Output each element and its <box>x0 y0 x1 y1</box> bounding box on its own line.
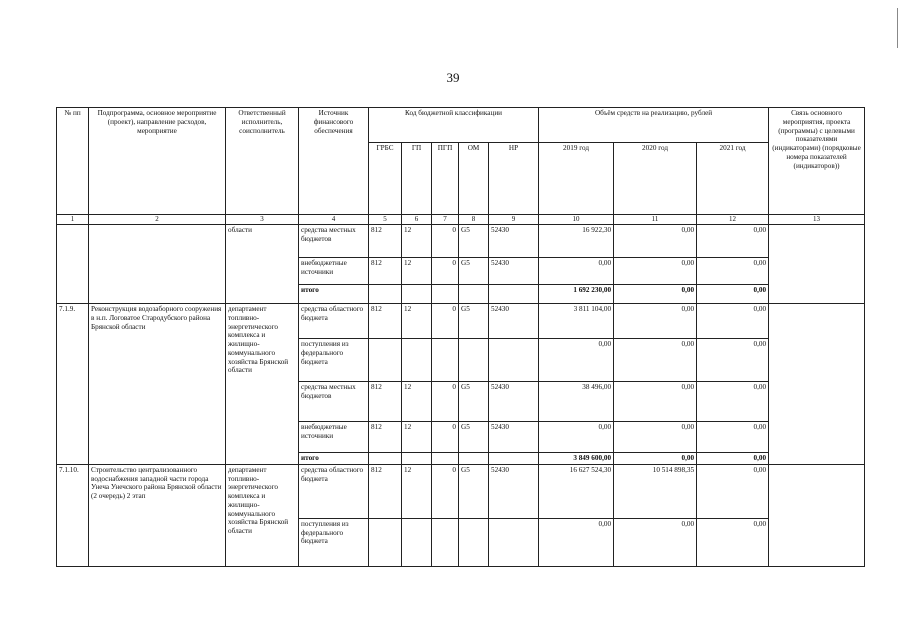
amount-2021-cell: 0,00 <box>697 422 769 453</box>
header-pgp: ПГП <box>432 143 459 215</box>
header-no: № пп <box>57 108 89 215</box>
index-cell: 13 <box>769 215 865 225</box>
nr-cell: 52430 <box>489 258 539 285</box>
gp-cell: 12 <box>402 258 432 285</box>
gp-cell <box>402 339 432 382</box>
grbs-cell <box>369 518 402 566</box>
source-cell: поступления из федерального бюджета <box>299 518 369 566</box>
responsible-cell: департамент топливно-энергетического комплекса и жилищно-коммунального хозяйства Брянской области <box>226 464 299 566</box>
pgp-cell: 0 <box>432 225 459 258</box>
grbs-cell <box>369 285 402 304</box>
grbs-cell: 812 <box>369 225 402 258</box>
amount-2020-cell: 0,00 <box>614 453 697 465</box>
index-cell: 10 <box>539 215 614 225</box>
amount-2019-cell: 3 849 600,00 <box>539 453 614 465</box>
om-cell: G5 <box>459 382 489 422</box>
gp-cell: 12 <box>402 422 432 453</box>
om-cell: G5 <box>459 225 489 258</box>
link-cell <box>769 304 865 465</box>
om-cell: G5 <box>459 422 489 453</box>
pgp-cell <box>432 453 459 465</box>
amount-2019-cell: 0,00 <box>539 518 614 566</box>
pgp-cell <box>432 285 459 304</box>
nr-cell: 52430 <box>489 382 539 422</box>
amount-2019-cell: 3 811 104,00 <box>539 304 614 339</box>
nr-cell <box>489 453 539 465</box>
gp-cell <box>402 285 432 304</box>
amount-2020-cell: 0,00 <box>614 258 697 285</box>
amount-2019-cell: 38 496,00 <box>539 382 614 422</box>
index-cell: 2 <box>89 215 226 225</box>
nr-cell: 52430 <box>489 422 539 453</box>
source-cell: внебюджетные источники <box>299 258 369 285</box>
amount-2020-cell: 0,00 <box>614 339 697 382</box>
cont-program-cell <box>89 225 226 304</box>
amount-2019-cell: 16 627 524,30 <box>539 464 614 518</box>
index-cell: 8 <box>459 215 489 225</box>
header-nr: НР <box>489 143 539 215</box>
header-amount: Объём средств на реализацию, рублей <box>539 108 769 143</box>
source-cell: средства областного бюджета <box>299 304 369 339</box>
amount-2019-cell: 1 692 230,00 <box>539 285 614 304</box>
index-cell: 5 <box>369 215 402 225</box>
funding-table <box>56 107 865 567</box>
link-cell <box>769 225 865 304</box>
om-cell: G5 <box>459 464 489 518</box>
om-cell <box>459 339 489 382</box>
gp-cell <box>402 518 432 566</box>
amount-2021-cell: 0,00 <box>697 339 769 382</box>
item-no-cell: 7.1.10. <box>57 464 89 566</box>
link-cell <box>769 464 865 566</box>
amount-2019-cell: 0,00 <box>539 422 614 453</box>
page-number: 39 <box>446 70 460 85</box>
amount-2021-cell: 0,00 <box>697 304 769 339</box>
index-cell: 4 <box>299 215 369 225</box>
om-cell <box>459 518 489 566</box>
header-budget-code: Код бюджетной классификации <box>369 108 539 143</box>
gp-cell <box>402 453 432 465</box>
header-year-2020: 2020 год <box>614 143 697 215</box>
table-row <box>57 225 865 258</box>
pgp-cell: 0 <box>432 422 459 453</box>
gp-cell: 12 <box>402 382 432 422</box>
source-cell: средства местных бюджетов <box>299 225 369 258</box>
index-cell: 3 <box>226 215 299 225</box>
page-edge-mark <box>897 8 898 48</box>
source-cell: средства областного бюджета <box>299 464 369 518</box>
grbs-cell: 812 <box>369 304 402 339</box>
program-cell: Реконструкция водозаборного сооружения в н.п. Логоватое Стародубского района Брянской области <box>89 304 226 465</box>
source-cell: внебюджетные источники <box>299 422 369 453</box>
amount-2020-cell: 0,00 <box>614 285 697 304</box>
source-cell: итого <box>299 285 369 304</box>
amount-2020-cell: 10 514 898,35 <box>614 464 697 518</box>
nr-cell: 52430 <box>489 304 539 339</box>
amount-2021-cell: 0,00 <box>697 225 769 258</box>
index-cell: 1 <box>57 215 89 225</box>
cont-no-cell <box>57 225 89 304</box>
index-cell: 11 <box>614 215 697 225</box>
header-source: Источник финансового обеспечения <box>299 108 369 215</box>
responsible-cell: департамент топливно-энергетического комплекса и жилищно-коммунального хозяйства Брянской области <box>226 304 299 465</box>
amount-2021-cell: 0,00 <box>697 453 769 465</box>
header-year-2019: 2019 год <box>539 143 614 215</box>
gp-cell: 12 <box>402 225 432 258</box>
amount-2020-cell: 0,00 <box>614 422 697 453</box>
amount-2021-cell: 0,00 <box>697 464 769 518</box>
pgp-cell <box>432 339 459 382</box>
amount-2021-cell: 0,00 <box>697 285 769 304</box>
source-cell: поступления из федерального бюджета <box>299 339 369 382</box>
om-cell <box>459 453 489 465</box>
gp-cell: 12 <box>402 464 432 518</box>
header-year-2021: 2021 год <box>697 143 769 215</box>
amount-2019-cell: 0,00 <box>539 339 614 382</box>
index-cell: 7 <box>432 215 459 225</box>
item-no-cell: 7.1.9. <box>57 304 89 465</box>
source-cell: средства местных бюджетов <box>299 382 369 422</box>
source-cell: итого <box>299 453 369 465</box>
nr-cell <box>489 339 539 382</box>
index-cell: 12 <box>697 215 769 225</box>
amount-2021-cell: 0,00 <box>697 518 769 566</box>
header-program: Подпрограмма, основное мероприятие (проект), направление расходов, мероприятие <box>89 108 226 215</box>
table-row <box>57 464 865 518</box>
header-om: ОМ <box>459 143 489 215</box>
amount-2020-cell: 0,00 <box>614 304 697 339</box>
grbs-cell: 812 <box>369 464 402 518</box>
index-cell: 6 <box>402 215 432 225</box>
index-cell: 9 <box>489 215 539 225</box>
table-row <box>57 304 865 339</box>
header-link: Связь основного мероприятия, проекта (программы) с целевыми показателями (индикаторами) (порядковые номера показателей (индикаторов)) <box>769 108 865 215</box>
nr-cell <box>489 518 539 566</box>
amount-2019-cell: 0,00 <box>539 258 614 285</box>
amount-2020-cell: 0,00 <box>614 518 697 566</box>
amount-2021-cell: 0,00 <box>697 258 769 285</box>
om-cell: G5 <box>459 304 489 339</box>
amount-2020-cell: 0,00 <box>614 225 697 258</box>
grbs-cell: 812 <box>369 422 402 453</box>
amount-2020-cell: 0,00 <box>614 382 697 422</box>
pgp-cell: 0 <box>432 258 459 285</box>
grbs-cell: 812 <box>369 258 402 285</box>
nr-cell: 52430 <box>489 464 539 518</box>
gp-cell: 12 <box>402 304 432 339</box>
amount-2021-cell: 0,00 <box>697 382 769 422</box>
header-gp: ГП <box>402 143 432 215</box>
amount-2019-cell: 16 922,30 <box>539 225 614 258</box>
header-grbs: ГРБС <box>369 143 402 215</box>
pgp-cell: 0 <box>432 382 459 422</box>
grbs-cell: 812 <box>369 382 402 422</box>
om-cell <box>459 285 489 304</box>
om-cell: G5 <box>459 258 489 285</box>
header-responsible: Ответственный исполнитель, соисполнитель <box>226 108 299 215</box>
pgp-cell: 0 <box>432 464 459 518</box>
grbs-cell <box>369 453 402 465</box>
cont-responsible-cell: области <box>226 225 299 304</box>
nr-cell <box>489 285 539 304</box>
grbs-cell <box>369 339 402 382</box>
pgp-cell <box>432 518 459 566</box>
nr-cell: 52430 <box>489 225 539 258</box>
pgp-cell: 0 <box>432 304 459 339</box>
program-cell: Строительство централизованного водоснабжения западной части города Унеча Унечского района Брянской области (2 очередь) 2 этап <box>89 464 226 566</box>
